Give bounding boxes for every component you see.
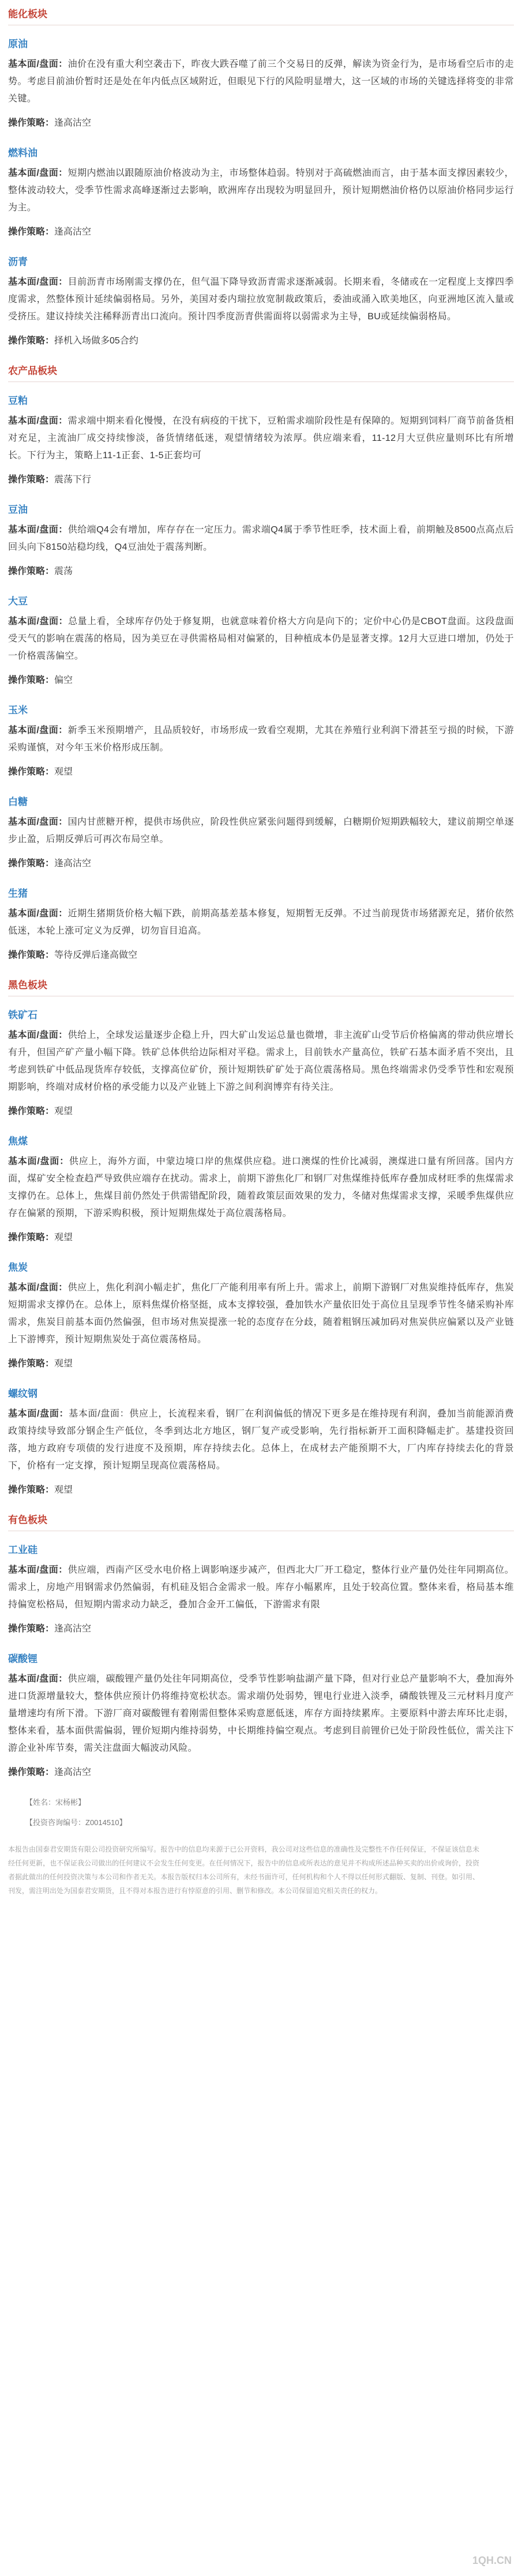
item-title: 生猪 [8, 888, 28, 899]
item-title: 大豆 [8, 596, 28, 607]
item-corn [8, 702, 514, 781]
basics-label: 基本面/盘面： [8, 1157, 69, 1166]
item-title: 螺纹钢 [8, 1388, 37, 1399]
section-title: 能化板块 [8, 6, 514, 25]
strategy-label: 操作策略： [8, 1233, 55, 1242]
basics-label: 基本面/盘面： [8, 277, 68, 287]
section-title: 黑色板块 [8, 977, 514, 996]
item-title: 铁矿石 [8, 1010, 37, 1021]
strategy-text: 逢高沽空 [54, 118, 92, 128]
basics-text: 供应端，西南产区受水电价格上调影响逐步减产，但西北大厂开工稳定，整体行业产量仍处往年同期高位。需求上，房地产用钢需求仍然偏弱，有机硅及铝合金需求一般。库存小幅累库，且处于较高位置。整体来看，格局基本维持偏宽松格局，但短期内需求动力缺乏，叠加合金开工偏低，下游需求有限 [8, 1565, 514, 1610]
item-title: 白糖 [8, 796, 28, 807]
strategy-line [8, 1482, 514, 1499]
strategy-text: 观望 [54, 767, 73, 777]
item-soybean-meal [8, 392, 514, 489]
disclaimer-text: 本报告由国泰君安期货有限公司投资研究所编写。报告中的信息均来源于已公开资料，我公司对这些信息的准确性及完整性不作任何保证，不保证该信息未经任何更新，也不保证我公司做出的任何建议不会发生任何变更。在任何情况下，报告中的信息或所表达的意见并不构成所述品种买卖的出价或询价，投资者据此做出的任何投资决策与本公司和作者无关。本报告版权归本公司所有，未经书面许可，任何机构和个人不得以任何形式翻版、复制、刊登。如引用、刊发，需注明出处为国泰君安期货，且不得对本报告进行有悖原意的引用、删节和修改。本公司保留追究相关责任的权力。 [8, 1845, 479, 1895]
item-lithium-carbonate [8, 1650, 514, 1781]
item-asphalt [8, 254, 514, 350]
basics-label: 基本面/盘面： [8, 1565, 68, 1575]
item-title: 原油 [8, 39, 28, 50]
strategy-text: 偏空 [54, 675, 73, 685]
basics-text: 需求端中期来看化慢慢，在没有病疫的干扰下，豆粕需求端阶段性是有保障的。短期到饲料厂商节前备货相对充足，主流油厂成交持续惨淡，备货情绪低迷，观望情绪较为浓厚。供应端来看，11-12月大豆供应量则环比有所增长。下行为主，策略上11-1正套、1-5正套均可 [8, 416, 514, 460]
report-page [0, 6, 522, 2576]
basics-text: 新季玉米预期增产，且品质较好，市场形成一致看空观期，尤其在养殖行业利润下滑甚至亏损的时候，下游采购谨慎，对今年玉米价格形成压制。 [8, 726, 514, 753]
strategy-text: 观望 [54, 1359, 73, 1369]
basics-label: 基本面/盘面： [8, 168, 68, 178]
strategy-text: 择机入场做多05合约 [54, 336, 138, 346]
strategy-line [8, 672, 514, 689]
basics-label: 基本面/盘面： [8, 726, 68, 735]
strategy-text: 逢高沽空 [54, 859, 92, 868]
strategy-text: 逢高沽空 [54, 1624, 92, 1634]
basics-text: 基本面/盘面：供应上，长流程来看，钢厂在利润偏低的情况下更多是在维持现有利润，叠加当前能源消费政策持续导致部分钢企生产低位，冬季到达北方地区，钢厂复产或受影响，先行指标新开工面积降幅走扩。基建投资回落，地方政府专项债的发行进度不及预期，库存持续去化。总体上，在成材去产能预期不大，厂内库存持续去化的背景下，价格有一定支撑，预计短期呈现高位震荡格局。 [8, 1409, 515, 1471]
strategy-label: 操作策略： [8, 1767, 55, 1777]
strategy-text: 观望 [54, 1233, 73, 1242]
item-soybean [8, 593, 514, 689]
basics-label: 基本面/盘面： [8, 1674, 68, 1684]
basics-text: 供应上，海外方面，中蒙边境口岸的焦煤供应稳。进口澳煤的性价比减弱，澳煤进口量有所回落。国内方面，煤矿安全检查趋严导致供应端存在扰动。需求上，前期下游焦化厂和钢厂对焦煤维持低库存叠加成材旺季的焦煤需求支撑仍在。总体上，焦煤目前仍然处于供需错配阶段，随着政策层面效果的发力，冬储对焦煤需求支撑，采暖季焦煤供应存在偏紧的预期，下游采购积极，预计短期焦煤处于高位震荡格局。 [8, 1157, 515, 1218]
basics-label: 基本面/盘面： [8, 617, 69, 626]
strategy-line [8, 333, 514, 350]
editor-name: 【姓名：宋杨彬】 [25, 1798, 86, 1807]
basics-text: 供给端Q4会有增加，库存存在一定压力。需求端Q4属于季节性旺季，技术面上看，前期触及8500点高点后回头向下8150站稳均线，Q4豆油处于震荡判断。 [8, 525, 514, 552]
basics-paragraph [8, 814, 514, 848]
item-title: 工业硅 [8, 1544, 37, 1555]
basics-text: 国内甘蔗糖开榨，提供市场供应，阶段性供应紧张问题得到缓解，白糖期价短期跌幅较大，建议前期空单逐步止盈，后期反弹后可再次布局空单。 [8, 817, 514, 844]
item-industrial-silicon [8, 1542, 514, 1638]
strategy-text: 等待反弹后逢高做空 [54, 950, 138, 960]
item-title: 沥青 [8, 256, 28, 267]
strategy-line [8, 115, 514, 132]
strategy-label: 操作策略： [8, 1106, 55, 1116]
basics-text: 供应上，焦化利润小幅走扩，焦化厂产能利用率有所上升。需求上，前期下游钢厂对焦炭维持低库存，焦炭短期需求支撑仍在。总体上，原料焦煤价格坚挺，成本支撑较强，叠加铁水产量依旧处于高位且呈现季节性冬储采购补库需求，焦炭目前基本面仍然偏强，但市场对焦炭提涨一轮的态度存在分歧，随着粗钢压减加码对焦炭供应偏紧以及产业链上下游博弈，预计短期焦炭处于高位震荡格局。 [8, 1283, 514, 1344]
item-title: 豆粕 [8, 395, 28, 406]
item-soybean-oil [8, 501, 514, 580]
item-title: 豆油 [8, 504, 28, 515]
basics-paragraph [8, 1027, 514, 1096]
item-coking-coal [8, 1133, 514, 1247]
item-iron-ore [8, 1007, 514, 1120]
basics-paragraph [8, 56, 514, 108]
item-coke [8, 1259, 514, 1373]
strategy-text: 观望 [54, 1106, 73, 1116]
basics-paragraph [8, 165, 514, 217]
strategy-text: 观望 [54, 1485, 73, 1495]
basics-paragraph [8, 522, 514, 556]
strategy-line [8, 224, 514, 241]
item-title: 焦煤 [8, 1136, 28, 1147]
basics-paragraph [8, 413, 514, 464]
basics-label: 基本面/盘面： [8, 1283, 68, 1293]
basics-label: 基本面/盘面： [8, 1030, 68, 1040]
report-footer [8, 1796, 514, 1898]
strategy-label: 操作策略： [8, 566, 55, 576]
basics-paragraph [8, 905, 514, 940]
basics-paragraph [8, 1153, 514, 1222]
strategy-label: 操作策略： [8, 475, 55, 485]
item-title: 燃料油 [8, 148, 37, 158]
strategy-text: 逢高沽空 [54, 227, 92, 237]
basics-text: 近期生猪期货价格大幅下跌，前期高基差基本修复，短期暂无反弹。不过当前现货市场猪源充足，猪价依然低迷，本轮上涨可定义为反弹，切勿盲目追高。 [8, 909, 514, 936]
item-crude-oil [8, 36, 514, 132]
strategy-text: 震荡 [54, 566, 73, 576]
strategy-label: 操作策略： [8, 767, 55, 777]
strategy-line [8, 1103, 514, 1120]
basics-paragraph [8, 1279, 514, 1349]
strategy-line [8, 1764, 514, 1781]
strategy-text: 震荡下行 [54, 475, 92, 485]
strategy-label: 操作策略： [8, 1359, 55, 1369]
strategy-label: 操作策略： [8, 859, 55, 868]
site-watermark: 1QH.CN [472, 2555, 512, 2566]
basics-label: 基本面/盘面： [8, 416, 68, 426]
strategy-line [8, 855, 514, 872]
basics-label: 基本面/盘面： [8, 817, 68, 827]
basics-text: 供应端，碳酸锂产量仍处往年同期高位，受季节性影响盐湖产量下降，但对行业总产量影响不大，叠加海外进口货源增量较大，整体供应预计仍将维持宽松状态。需求端仍处弱势，锂电行业进入淡季，磷酸铁锂及三元材料月度产量增速均有所下滑。下游厂商对碳酸锂有着刚需但整体采购意愿低迷，库存方面持续累库。主要原料中游去库环比走弱，整体来看，基本面供需偏弱，锂价短期内维持弱势，中长期维持偏空观点。考虑到目前锂价已处于阶段性低位，需关注下游企业补库节奏，需关注盘面大幅波动风险。 [8, 1674, 514, 1753]
section-title: 有色板块 [8, 1512, 514, 1531]
item-title: 玉米 [8, 705, 28, 716]
basics-label: 基本面/盘面： [8, 1409, 69, 1419]
basics-paragraph [8, 1562, 514, 1614]
item-fuel-oil [8, 145, 514, 241]
strategy-label: 操作策略： [8, 336, 55, 346]
item-title: 碳酸锂 [8, 1653, 37, 1664]
basics-text: 油价在没有重大利空袭击下，昨夜大跌吞噬了前三个交易日的反弹，解读为资金行为，是市场看空后市的走势。考虑目前油价暂时还是处在年内低点区域附近，但眼见下行的风险明显增大，这一区域的市场的关键选择将变的非常关键。 [8, 59, 514, 104]
basics-text: 短期内燃油以跟随原油价格波动为主，市场整体趋弱。特别对于高硫燃油而言，由于基本面支撑因素较少，整体波动较大，受季节性需求高峰逐渐过去影响，欧洲库存出现较为明显回升，预计短期燃油价格仍以原油价格同步运行为主。 [8, 168, 514, 213]
strategy-line [8, 764, 514, 781]
strategy-label: 操作策略： [8, 950, 55, 960]
item-title: 焦炭 [8, 1262, 28, 1273]
strategy-label: 操作策略： [8, 118, 55, 128]
basics-paragraph [8, 613, 514, 665]
basics-text: 供给上，全球发运量逐步企稳上升，四大矿山发运总量也微增，非主流矿山受节后价格偏离的带动供应增长有升，但国产矿产量小幅下降。铁矿总体供给边际相对平稳。需求上，目前铁水产量高位，铁矿石基本面矛盾不突出，且考虑到铁矿中低品现货库存较低，支撑高位矿价，预计短期铁矿矿处于高位震荡格局。黑色终端需求仍受季节性和宏观预期影响，终端对成材价格的承受能力以及产业链上下游之间利润博弈有待关注。 [8, 1030, 514, 1092]
basics-text: 目前沥青市场刚需支撑仍在，但气温下降导致沥青需求逐渐减弱。长期来看，冬储或在一定程度上支撑四季度需求，然整体预计延续偏弱格局。另外，美国对委内瑞拉放宽制裁政策后，委油或涌入欧美地区，向亚洲地区流入量或受挤压。建议持续关注稀释沥青出口流向。预计四季度沥青供需面将以弱需求为主导，BU或延续偏弱格局。 [8, 277, 514, 322]
strategy-line [8, 563, 514, 580]
strategy-line [8, 1229, 514, 1247]
basics-label: 基本面/盘面： [8, 59, 68, 69]
item-rebar [8, 1385, 514, 1499]
strategy-line [8, 471, 514, 489]
strategy-line [8, 1355, 514, 1373]
strategy-label: 操作策略： [8, 1485, 55, 1495]
basics-paragraph [8, 1671, 514, 1757]
basics-label: 基本面/盘面： [8, 909, 68, 919]
basics-label: 基本面/盘面： [8, 525, 68, 535]
strategy-line [8, 947, 514, 964]
item-live-hog [8, 885, 514, 964]
basics-text: 总量上看，全球库存仍处于修复期，也就意味着价格大方向是向下的；定价中心仍是CBOT盘面。这段盘面受天气的影响在震荡的格局，因为美豆在寻供需格局相对偏紧的，目种植成本仍是显著支撑。12月大豆进口增加，仍处于一价格震荡偏空。 [8, 617, 514, 661]
strategy-text: 逢高沽空 [54, 1767, 92, 1777]
strategy-line [8, 1621, 514, 1638]
basics-paragraph [8, 1406, 514, 1475]
basics-paragraph [8, 722, 514, 757]
basics-paragraph [8, 274, 514, 326]
strategy-label: 操作策略： [8, 1624, 55, 1634]
review-number: 【投资咨询编号：Z0014510】 [25, 1818, 127, 1827]
strategy-label: 操作策略： [8, 227, 55, 237]
strategy-label: 操作策略： [8, 675, 55, 685]
section-title: 农产品板块 [8, 362, 514, 382]
item-sugar [8, 794, 514, 872]
